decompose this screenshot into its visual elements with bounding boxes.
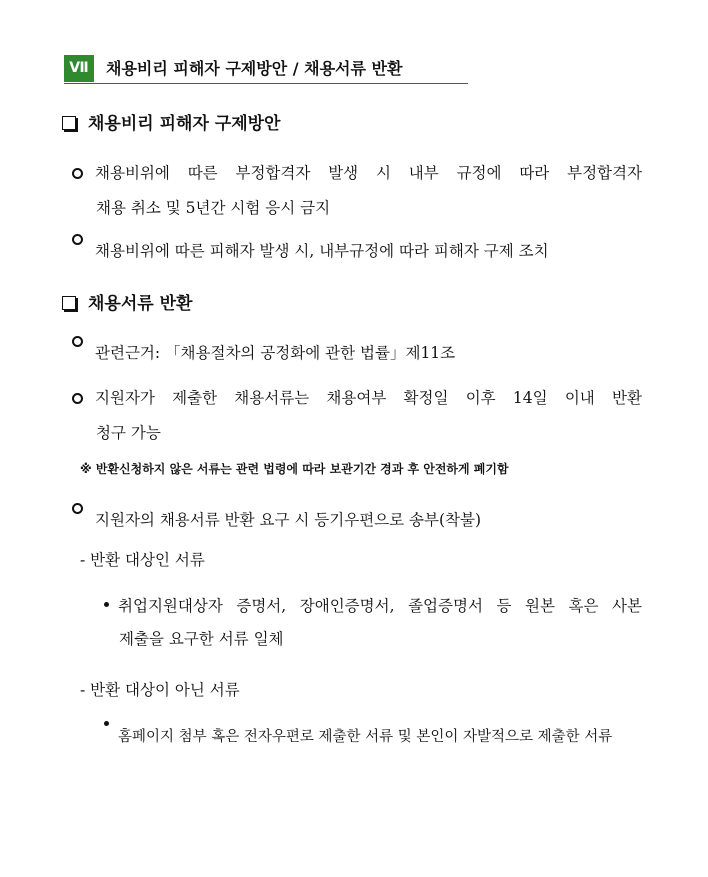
relief-item-2-text: 채용비위에 따른 피해자 발생 시, 내부규정에 따라 피해자 구제 조치 xyxy=(95,242,549,260)
word: 증명서, xyxy=(236,597,287,615)
word: 혹은 xyxy=(568,597,599,615)
word: 확정일 xyxy=(403,389,449,407)
word: 내부 xyxy=(408,164,439,182)
word: 반환 xyxy=(612,389,642,407)
section-relief-title-row xyxy=(62,112,280,136)
checkbox-square-icon xyxy=(62,116,76,130)
circle-bullet-icon xyxy=(72,393,83,404)
non-returnable-docs-item xyxy=(104,721,642,754)
word: 사본 xyxy=(612,597,642,615)
circle-bullet-icon xyxy=(72,168,83,179)
word: 졸업증명서 xyxy=(408,597,483,615)
dot-bullet-icon xyxy=(104,721,109,726)
return-item-2-first: 지원자가 xyxy=(72,381,155,416)
non-returnable-docs-text: 홈페이지 첨부 혹은 전자우편로 제출한 서류 및 본인이 자발적으로 제출한 서류 xyxy=(118,729,613,745)
word: 채용서류는 xyxy=(234,389,310,407)
relief-item-1 xyxy=(72,156,642,226)
dot-bullet-icon xyxy=(104,602,109,607)
relief-item-1-first: 채용비위에 xyxy=(72,156,170,191)
returnable-docs-label: - 반환 대상인 서류 xyxy=(80,551,205,569)
circle-bullet-icon xyxy=(72,336,83,347)
return-item-2-line-2: 청구 가능 xyxy=(96,424,161,442)
word: 부정합격자 xyxy=(235,164,311,182)
word: 규정에 xyxy=(456,164,502,182)
relief-item-1-line-1 xyxy=(72,156,642,191)
word: 따라 xyxy=(519,164,550,182)
relief-item-1-line-2: 채용 취소 및 5년간 시험 응시 금지 xyxy=(96,199,331,217)
chapter-number-badge: Ⅶ xyxy=(64,55,94,82)
circle-bullet-icon xyxy=(72,503,83,514)
return-item-3-text: 지원자의 채용서류 반환 요구 시 등기우편으로 송부(착불) xyxy=(95,511,482,529)
returnable-docs-line-1: 취업지원대상자 증명서, 장애인증명서, 졸업증명서 등 원본 혹은 사본 xyxy=(104,590,642,623)
section-relief-title: 채용비리 피해자 구제방안 xyxy=(88,114,281,134)
checkbox-square-icon xyxy=(62,296,76,310)
chapter-title: 채용비리 피해자 구제방안 / 채용서류 반환 xyxy=(106,59,403,78)
non-returnable-docs-label: - 반환 대상이 아닌 서류 xyxy=(80,681,240,699)
word: 따른 xyxy=(187,164,218,182)
word: 시 xyxy=(375,164,391,182)
word: 부정합격자 xyxy=(567,164,642,182)
return-item-2-line-1 xyxy=(72,381,642,416)
return-item-1-text: 관련근거: 「채용절차의 공정화에 관한 법률」제11조 xyxy=(95,344,456,362)
word: 이후 xyxy=(465,389,496,407)
return-item-1 xyxy=(72,336,642,371)
word: 원본 xyxy=(525,597,555,615)
word: 장애인증명서, xyxy=(299,597,395,615)
word: 14일 xyxy=(512,389,548,407)
return-item-3 xyxy=(72,503,642,538)
section-return-title-row xyxy=(62,292,192,316)
chapter-header xyxy=(64,55,468,84)
returnable-docs-line-2: 제출을 요구한 서류 일체 xyxy=(119,630,284,648)
word: 이내 xyxy=(564,389,595,407)
circle-bullet-icon xyxy=(72,234,83,245)
word: 채용여부 xyxy=(326,389,387,407)
returnable-docs-item xyxy=(104,590,642,656)
return-item-2 xyxy=(72,381,642,451)
word: 등 xyxy=(496,597,512,615)
word: 제출한 xyxy=(172,389,218,407)
section-return-title: 채용서류 반환 xyxy=(88,294,193,314)
word: 발생 xyxy=(328,164,359,182)
relief-item-2 xyxy=(72,234,642,269)
disposal-note: ※ 반환신청하지 않은 서류는 관련 법령에 따라 보관기간 경과 후 안전하게 폐기함 xyxy=(80,462,509,476)
